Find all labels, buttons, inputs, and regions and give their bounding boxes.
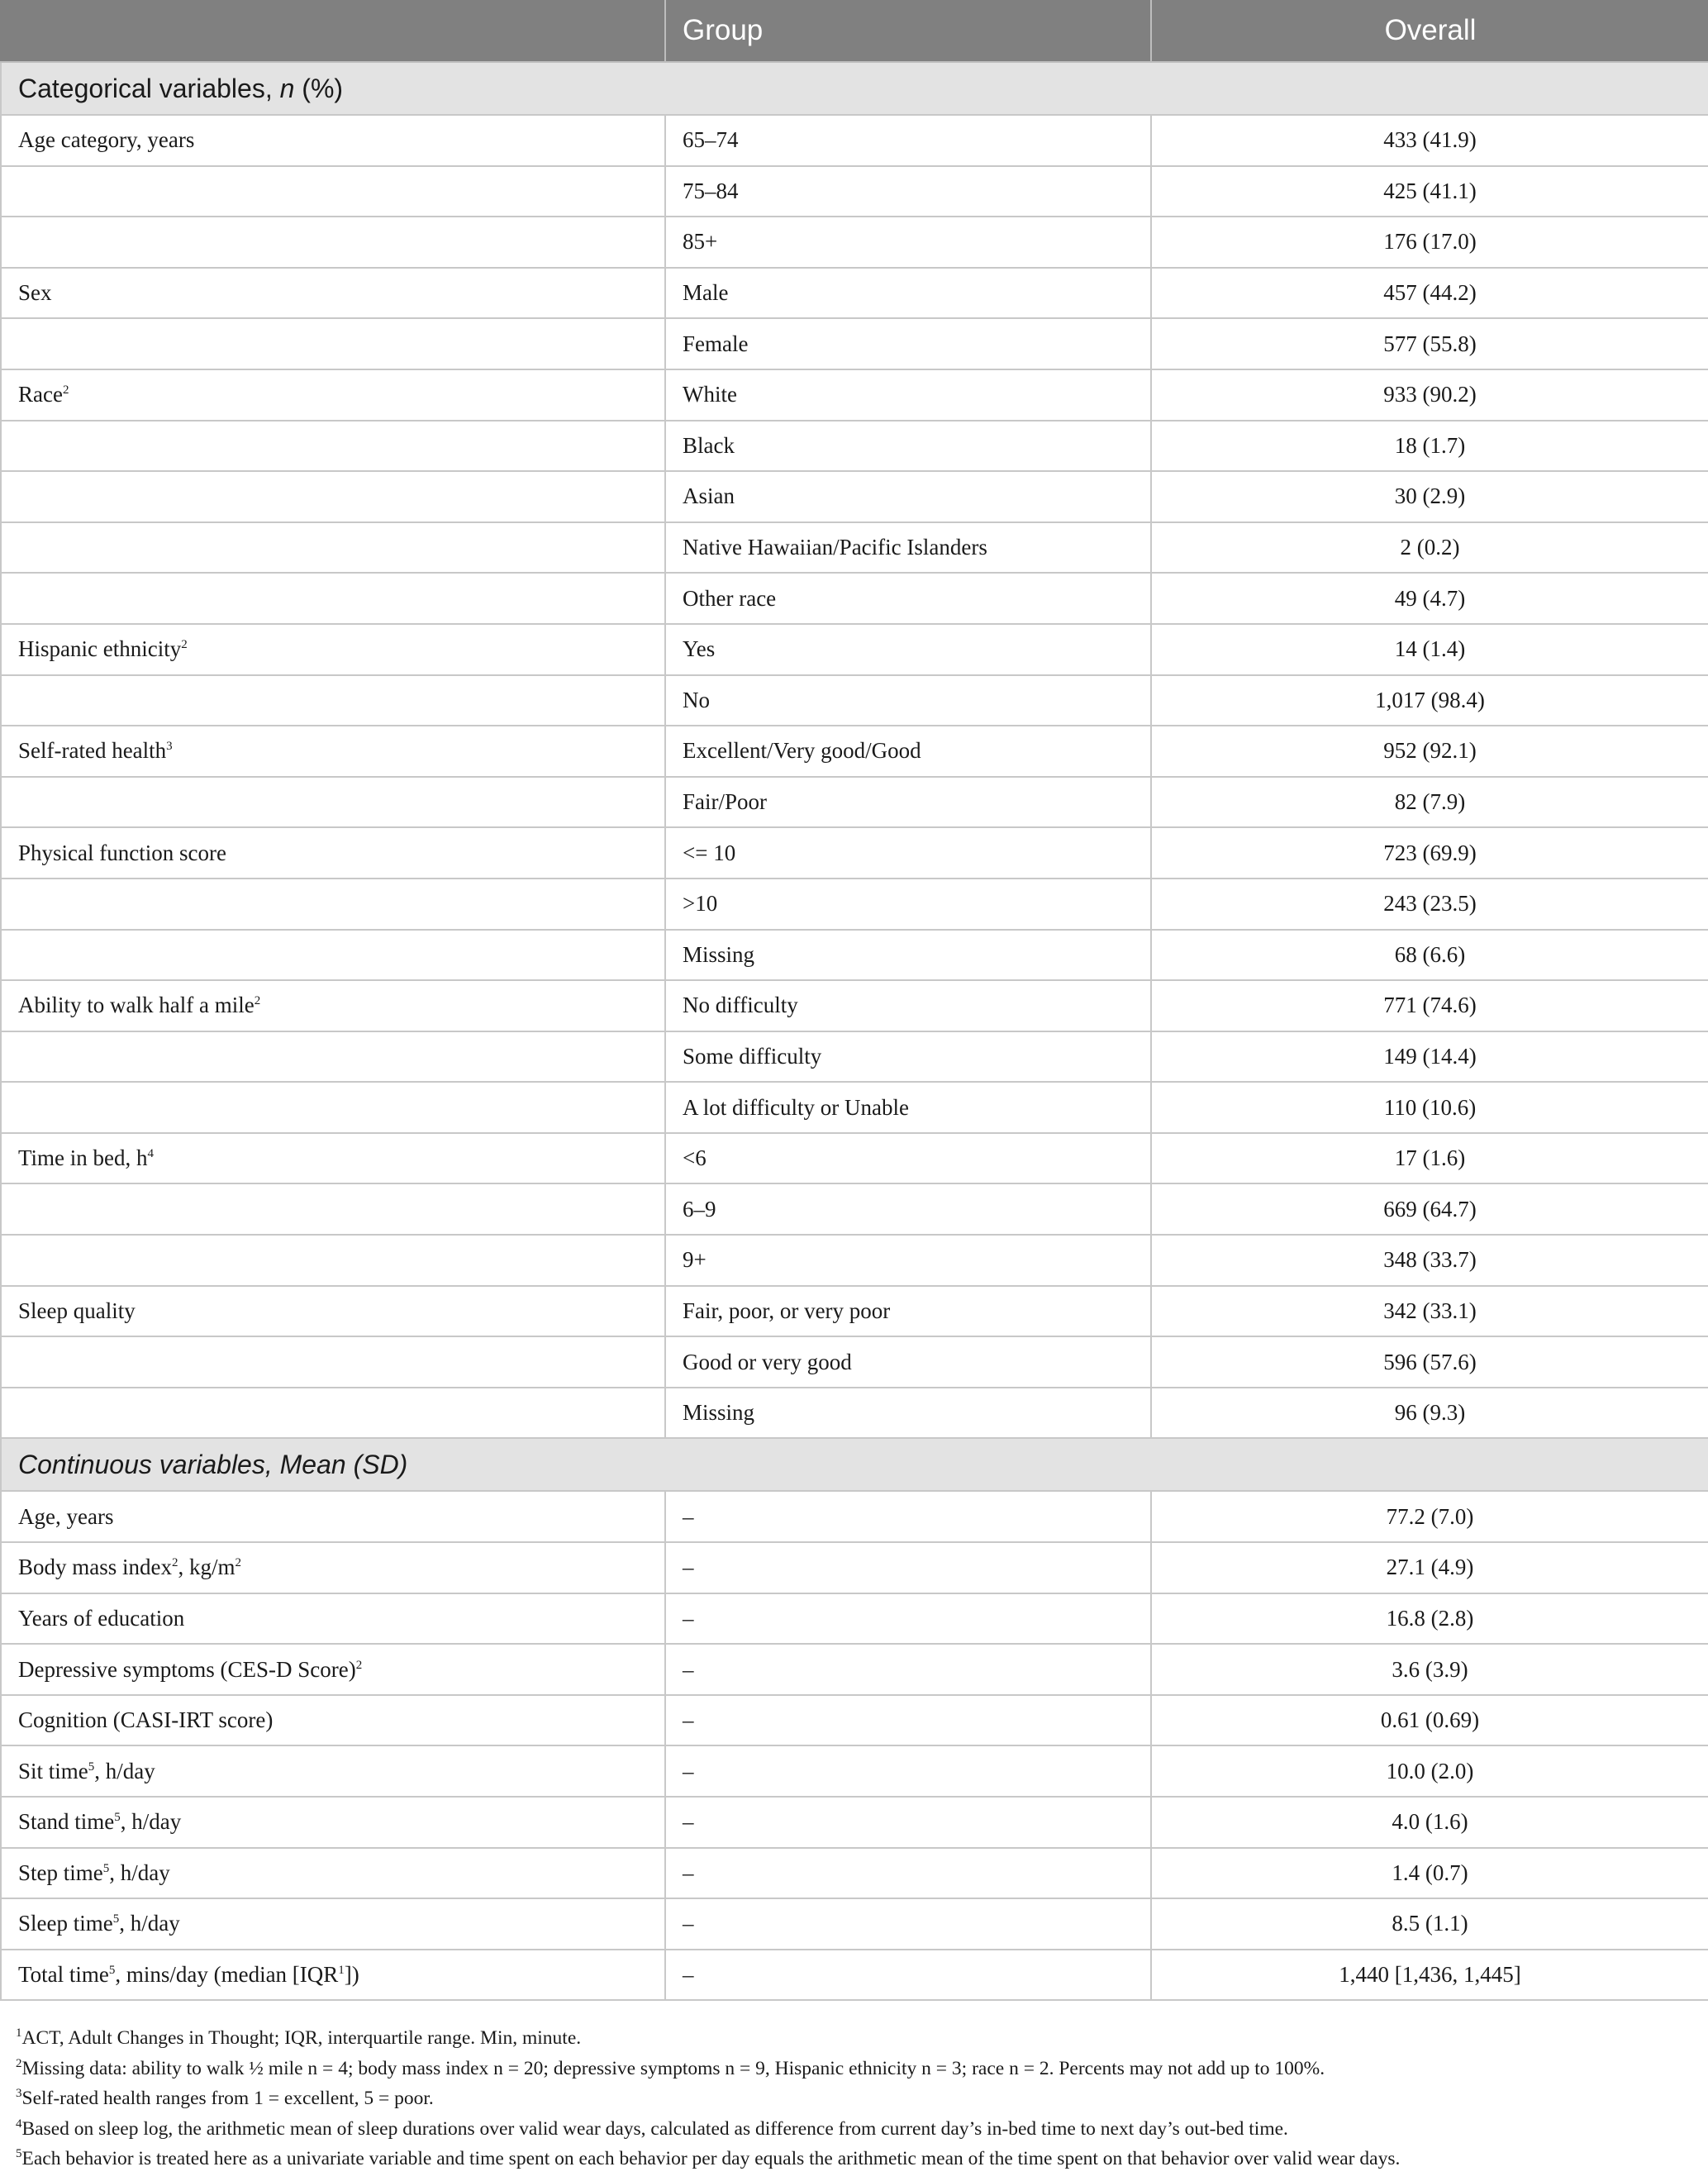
overall-cell: 1,440 [1,436, 1,445] <box>1151 1950 1708 2001</box>
group-cell: – <box>665 1898 1151 1950</box>
overall-cell: 8.5 (1.1) <box>1151 1898 1708 1950</box>
variable-cell: Sleep time$^5$, h/day <box>1 1898 665 1950</box>
group-cell: Asian <box>665 471 1151 522</box>
section-title-continuous: Continuous variables, Mean (SD) <box>1 1438 1708 1491</box>
overall-cell: 723 (69.9) <box>1151 827 1708 879</box>
variable-cell: Self-rated health$^3$ <box>1 726 665 777</box>
group-cell: 75–84 <box>665 166 1151 217</box>
overall-cell: 243 (23.5) <box>1151 879 1708 930</box>
table-row <box>1 1542 1708 1593</box>
footnote: $^2$Missing data: ability to walk ½ mile n = 4; body mass index n = 20; depressive symptoms n = 9, Hispanic ethnicity n = 3; race n = 2. Percents may not add up to 100%. <box>16 2056 1325 2079</box>
table-row <box>1 1898 1708 1950</box>
section-row-continuous <box>1 1438 1708 1491</box>
table-row <box>1 980 1708 1031</box>
footnote: $^4$Based on sleep log, the arithmetic mean of sleep durations over valid wear days, calculated as difference from current day’s in-bed time to next day’s out-bed time. <box>16 2117 1288 2140</box>
header-cell-group: Group <box>665 0 1151 62</box>
overall-cell: 3.6 (3.9) <box>1151 1644 1708 1695</box>
variable-cell: Age, years <box>1 1491 665 1542</box>
variable-cell <box>1 573 665 624</box>
group-cell: – <box>665 1797 1151 1848</box>
variable-cell <box>1 879 665 930</box>
overall-cell: 596 (57.6) <box>1151 1336 1708 1388</box>
group-cell: – <box>665 1745 1151 1797</box>
group-cell: No difficulty <box>665 980 1151 1031</box>
section-title-categorical: Categorical variables, n (%) <box>1 62 1708 115</box>
variable-cell <box>1 1336 665 1388</box>
group-cell: Other race <box>665 573 1151 624</box>
group-cell: – <box>665 1950 1151 2001</box>
variable-cell <box>1 1031 665 1083</box>
variable-cell: Sit time$^5$, h/day <box>1 1745 665 1797</box>
overall-cell: 771 (74.6) <box>1151 980 1708 1031</box>
group-cell: – <box>665 1491 1151 1542</box>
table-row <box>1 268 1708 319</box>
group-cell: – <box>665 1644 1151 1695</box>
table-row <box>1 1695 1708 1746</box>
table-row <box>1 827 1708 879</box>
variable-cell: Cognition (CASI-IRT score) <box>1 1695 665 1746</box>
table-row <box>1 1235 1708 1286</box>
overall-cell: 1,017 (98.4) <box>1151 675 1708 726</box>
group-cell: Black <box>665 421 1151 472</box>
overall-cell: 10.0 (2.0) <box>1151 1745 1708 1797</box>
table-row <box>1 369 1708 421</box>
footnote: $^3$Self-rated health ranges from 1 = excellent, 5 = poor. <box>16 2087 434 2109</box>
table-row <box>1 1388 1708 1439</box>
variable-cell <box>1 930 665 981</box>
table-row <box>1 930 1708 981</box>
overall-cell: 669 (64.7) <box>1151 1183 1708 1235</box>
group-cell: No <box>665 675 1151 726</box>
variable-cell <box>1 166 665 217</box>
overall-cell: 457 (44.2) <box>1151 268 1708 319</box>
group-cell: – <box>665 1593 1151 1645</box>
variable-cell <box>1 1183 665 1235</box>
table-row <box>1 1336 1708 1388</box>
header-cell-overall: Overall <box>1151 0 1708 62</box>
group-cell: 85+ <box>665 217 1151 268</box>
variable-cell <box>1 1235 665 1286</box>
table-row <box>1 1031 1708 1083</box>
table-row <box>1 1133 1708 1184</box>
overall-cell: 77.2 (7.0) <box>1151 1491 1708 1542</box>
overall-cell: 110 (10.6) <box>1151 1082 1708 1133</box>
overall-cell: 933 (90.2) <box>1151 369 1708 421</box>
table-row <box>1 217 1708 268</box>
variable-cell: Stand time$^5$, h/day <box>1 1797 665 1848</box>
table-row <box>1 675 1708 726</box>
overall-cell: 1.4 (0.7) <box>1151 1848 1708 1899</box>
overall-cell: 4.0 (1.6) <box>1151 1797 1708 1848</box>
variable-cell: Depressive symptoms (CES-D Score)$^2$ <box>1 1644 665 1695</box>
variable-cell: Time in bed, $h^4$ <box>1 1133 665 1184</box>
table-row <box>1 1082 1708 1133</box>
section-row-categorical <box>1 62 1708 115</box>
group-cell: Missing <box>665 1388 1151 1439</box>
header-cell-label <box>1 0 665 62</box>
table-row <box>1 421 1708 472</box>
group-cell: A lot difficulty or Unable <box>665 1082 1151 1133</box>
group-cell: <= 10 <box>665 827 1151 879</box>
table-row <box>1 726 1708 777</box>
variable-cell: Years of education <box>1 1593 665 1645</box>
group-cell: <6 <box>665 1133 1151 1184</box>
group-cell: Male <box>665 268 1151 319</box>
overall-cell: 17 (1.6) <box>1151 1133 1708 1184</box>
group-cell: 6–9 <box>665 1183 1151 1235</box>
group-cell: 65–74 <box>665 115 1151 166</box>
table-row <box>1 115 1708 166</box>
table-row <box>1 522 1708 574</box>
variable-cell: Race$^2$ <box>1 369 665 421</box>
variable-cell <box>1 1388 665 1439</box>
overall-cell: 2 (0.2) <box>1151 522 1708 574</box>
table-row <box>1 471 1708 522</box>
table-row <box>1 1183 1708 1235</box>
overall-cell: 176 (17.0) <box>1151 217 1708 268</box>
overall-cell: 342 (33.1) <box>1151 1286 1708 1337</box>
table-row <box>1 1644 1708 1695</box>
group-cell: White <box>665 369 1151 421</box>
table-row <box>1 1848 1708 1899</box>
variable-cell <box>1 522 665 574</box>
variable-cell: Sleep quality <box>1 1286 665 1337</box>
table-row <box>1 1745 1708 1797</box>
group-cell: Missing <box>665 930 1151 981</box>
variable-cell: Hispanic ethnicity$^2$ <box>1 624 665 675</box>
overall-cell: 425 (41.1) <box>1151 166 1708 217</box>
group-cell: – <box>665 1695 1151 1746</box>
overall-cell: 16.8 (2.8) <box>1151 1593 1708 1645</box>
overall-cell: 348 (33.7) <box>1151 1235 1708 1286</box>
group-cell: Good or very good <box>665 1336 1151 1388</box>
variable-cell: Sex <box>1 268 665 319</box>
table-row <box>1 879 1708 930</box>
overall-cell: 96 (9.3) <box>1151 1388 1708 1439</box>
table-row <box>1 624 1708 675</box>
overall-cell: 27.1 (4.9) <box>1151 1542 1708 1593</box>
footnotes <box>16 2023 1693 2174</box>
variable-cell: Body mass index$^2$, $kg/m^2$ <box>1 1542 665 1593</box>
table-row <box>1 166 1708 217</box>
overall-cell: 82 (7.9) <box>1151 777 1708 828</box>
variable-cell: Total time$^5$, mins/day (median [IQR$^1$]) <box>1 1950 665 2001</box>
overall-cell: 0.61 (0.69) <box>1151 1695 1708 1746</box>
table-row <box>1 1797 1708 1848</box>
table-row <box>1 1950 1708 2001</box>
overall-cell: 14 (1.4) <box>1151 624 1708 675</box>
table-row <box>1 318 1708 369</box>
variable-cell <box>1 675 665 726</box>
variable-cell <box>1 217 665 268</box>
overall-cell: 18 (1.7) <box>1151 421 1708 472</box>
group-cell: Female <box>665 318 1151 369</box>
group-cell: Some difficulty <box>665 1031 1151 1083</box>
table-row <box>1 777 1708 828</box>
table-row <box>1 573 1708 624</box>
table-row <box>1 1286 1708 1337</box>
footnote: $^1$ACT, Adult Changes in Thought; IQR, interquartile range. Min, minute. <box>16 2026 582 2049</box>
overall-cell: 577 (55.8) <box>1151 318 1708 369</box>
variable-cell: Ability to walk half a mile$^2$ <box>1 980 665 1031</box>
group-cell: Fair, poor, or very poor <box>665 1286 1151 1337</box>
group-cell: Yes <box>665 624 1151 675</box>
overall-cell: 68 (6.6) <box>1151 930 1708 981</box>
variable-cell <box>1 777 665 828</box>
table-row <box>1 1491 1708 1542</box>
group-cell: – <box>665 1542 1151 1593</box>
variable-cell <box>1 471 665 522</box>
group-cell: Native Hawaiian/Pacific Islanders <box>665 522 1151 574</box>
header-row <box>1 0 1708 62</box>
variable-cell <box>1 1082 665 1133</box>
group-cell: – <box>665 1848 1151 1899</box>
variable-cell: Age category, years <box>1 115 665 166</box>
variable-cell <box>1 421 665 472</box>
group-cell: Excellent/Very good/Good <box>665 726 1151 777</box>
group-cell: Fair/Poor <box>665 777 1151 828</box>
overall-cell: 952 (92.1) <box>1151 726 1708 777</box>
group-cell: >10 <box>665 879 1151 930</box>
footnote: $^5$Each behavior is treated here as a univariate variable and time spent on each behavior per day equals the arithmetic mean of the time spent on that behavior over valid wear days. <box>16 2147 1401 2169</box>
table-row <box>1 1593 1708 1645</box>
variable-cell: Step time$^5$, h/day <box>1 1848 665 1899</box>
variable-cell: Physical function score <box>1 827 665 879</box>
overall-cell: 49 (4.7) <box>1151 573 1708 624</box>
overall-cell: 30 (2.9) <box>1151 471 1708 522</box>
overall-cell: 433 (41.9) <box>1151 115 1708 166</box>
group-cell: 9+ <box>665 1235 1151 1286</box>
variable-cell <box>1 318 665 369</box>
overall-cell: 149 (14.4) <box>1151 1031 1708 1083</box>
